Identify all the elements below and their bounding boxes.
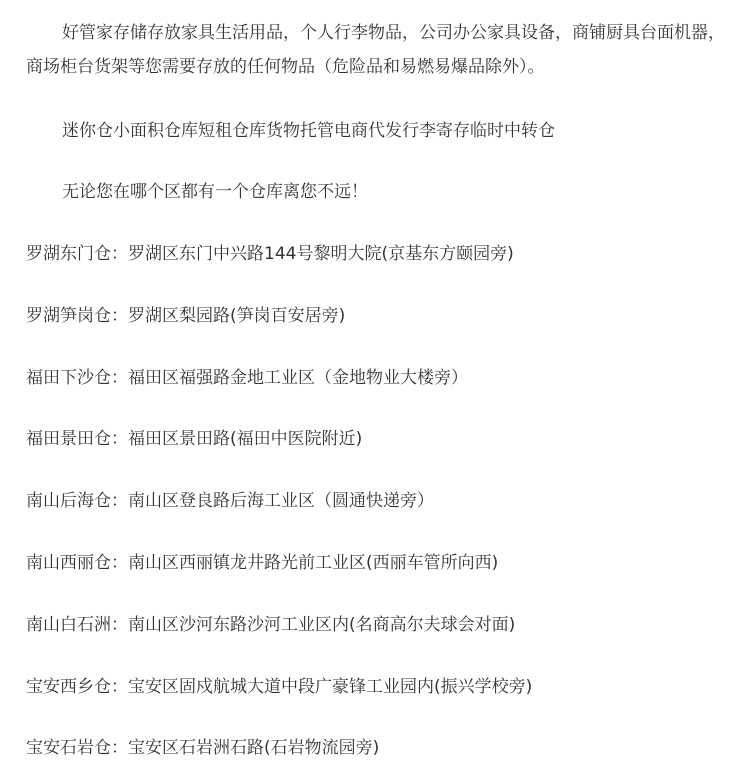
separator: ： [111,244,128,264]
warehouse-item-baoan-shiyan [26,736,379,760]
warehouse-name: 罗湖东门仓 [26,244,111,264]
warehouse-address: 南山区西丽镇龙井路光前工业区(西丽车管所向西) [128,553,499,573]
separator: ： [111,553,128,573]
warehouse-item-baoan-xixiang [26,675,532,699]
warehouse-item-nanshan-houhai [26,489,434,513]
separator: ： [111,677,128,697]
warehouse-item-nanshan-baishizhou [26,613,515,637]
warehouse-address: 宝安区石岩洲石路(石岩物流园旁) [128,738,380,758]
intro-paragraph-services: 迷你仓小面积仓库短租仓库货物托管电商代发行李寄存临时中转仓 [62,121,555,141]
separator: ： [111,429,128,449]
warehouse-item-futian-jingtian [26,427,362,451]
warehouse-address: 南山区登良路后海工业区（圆通快递旁） [128,491,434,511]
warehouse-name: 宝安西乡仓 [26,677,111,697]
warehouse-name: 福田景田仓 [26,429,111,449]
warehouse-item-futian-xiasha [26,366,468,390]
separator: ： [111,368,128,388]
separator: ： [111,615,128,635]
warehouse-item-nanshan-xili [26,551,498,575]
warehouse-name: 南山后海仓 [26,491,111,511]
warehouse-address: 罗湖区东门中兴路144号黎明大院(京基东方颐园旁) [128,244,514,264]
warehouse-address: 福田区福强路金地工业区（金地物业大楼旁） [128,368,468,388]
separator: ： [111,306,128,326]
warehouse-name: 宝安石岩仓 [26,738,111,758]
warehouse-item-luohu-dongmen [26,242,514,266]
warehouse-name: 罗湖笋岗仓 [26,306,111,326]
warehouse-address: 罗湖区梨园路(笋岗百安居旁) [128,306,346,326]
separator: ： [111,491,128,511]
separator: ： [111,738,128,758]
warehouse-address: 宝安区固戍航城大道中段广豪锋工业园内(振兴学校旁) [128,677,533,697]
warehouse-name: 南山白石洲 [26,615,111,635]
warehouse-name: 福田下沙仓 [26,368,111,388]
warehouse-address: 南山区沙河东路沙河工业区内(名商高尔夫球会对面) [128,615,516,635]
intro-paragraph-storage-items: 好管家存储存放家具生活用品，个人行李物品，公司办公家具设备，商铺厨具台面机器，商场柜台货架等您需要存放的任何物品（危险品和易燃易爆品除外）。 [26,23,725,77]
warehouse-address: 福田区景田路(福田中医院附近) [128,429,363,449]
warehouse-name: 南山西丽仓 [26,553,111,573]
warehouse-item-luohu-sungang [26,304,345,328]
intro-paragraph-locations: 无论您在哪个区都有一个仓库离您不远！ [62,182,368,202]
